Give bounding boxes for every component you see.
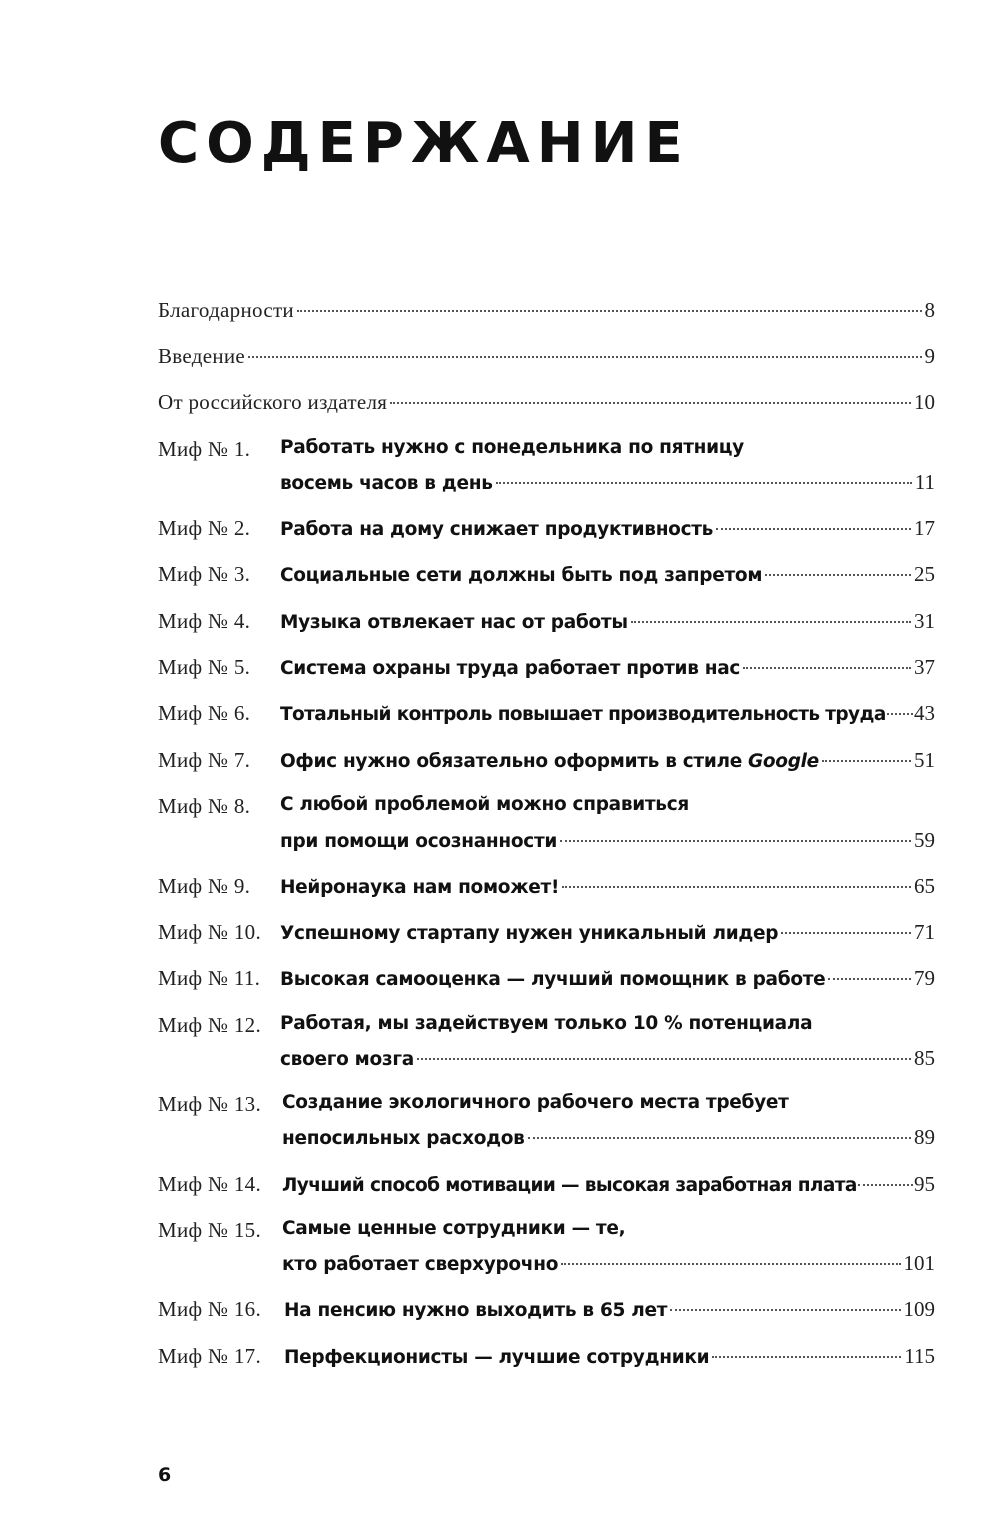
toc-entry-myth-10 [158, 920, 935, 952]
toc-entry-page: 51 [914, 748, 935, 772]
dot-leader [528, 1137, 911, 1139]
myth-number: Миф № 17. [158, 1344, 262, 1368]
page-title: СОДЕРЖАНИЕ [158, 111, 690, 176]
myth-number: Миф № 13. [158, 1092, 262, 1116]
myth-number: Миф № 3. [158, 562, 251, 586]
dot-leader [248, 356, 921, 358]
myth-title-line2: кто работает сверхурочно [282, 1254, 559, 1275]
toc-entry-page: 109 [903, 1297, 935, 1321]
myth-title: Музыка отвлекает нас от работы [280, 612, 628, 633]
myth-number: Миф № 15. [158, 1218, 262, 1242]
myth-title-line1: Самые ценные сотрудники — те, [282, 1218, 626, 1239]
dot-leader [670, 1309, 900, 1311]
myth-number: Миф № 12. [158, 1013, 262, 1037]
toc-entry-myth-8-cont [158, 828, 935, 860]
toc-entry-myth-9 [158, 874, 935, 906]
toc-entry-page: 17 [914, 516, 935, 540]
dot-leader [828, 978, 911, 980]
toc-entry-page: 25 [914, 562, 935, 586]
toc-entry-acknowledgements [158, 298, 935, 330]
myth-title: Социальные сети должны быть под запретом [280, 565, 763, 586]
dot-leader [712, 1356, 901, 1358]
myth-number: Миф № 9. [158, 874, 251, 898]
myth-title-line2: непосильных расходов [282, 1128, 525, 1149]
dot-leader [887, 713, 913, 715]
myth-number: Миф № 10. [158, 920, 262, 944]
toc-entry-myth-2 [158, 516, 935, 548]
toc-entry-page: 37 [914, 655, 935, 679]
toc-entry-page: 10 [914, 390, 935, 414]
toc-entry-page: 43 [914, 701, 935, 725]
toc-entry-myth-12-cont [158, 1046, 935, 1078]
dot-leader [417, 1058, 911, 1060]
myth-title: Нейронаука нам поможет! [280, 877, 560, 898]
toc-entry-page: 79 [914, 966, 935, 990]
toc-entry-page: 11 [914, 470, 935, 494]
toc-entry-page: 115 [904, 1344, 935, 1368]
myth-number: Миф № 5. [158, 655, 251, 679]
toc-entry-myth-6 [158, 701, 935, 733]
myth-title-brand: Google [747, 751, 819, 772]
myth-title-line2: своего мозга [280, 1049, 414, 1070]
myth-title: Успешному стартапу нужен уникальный лидер [280, 923, 779, 944]
myth-title: Высокая самооценка — лучший помощник в работе [280, 969, 826, 990]
toc-entry-page: 89 [914, 1125, 935, 1149]
toc-entry-myth-7 [158, 748, 935, 780]
toc-entry-page: 65 [914, 874, 935, 898]
myth-title-line1: Работать нужно с понедельника по пятницу [280, 437, 744, 458]
toc-entry-myth-8 [158, 794, 935, 826]
toc-entry-myth-17 [158, 1344, 935, 1376]
myth-number: Миф № 11. [158, 966, 261, 990]
dot-leader [765, 574, 911, 576]
myth-number: Миф № 1. [158, 437, 251, 461]
myth-number: Миф № 16. [158, 1297, 262, 1321]
myth-title-line2: при помощи осознанности [280, 831, 558, 852]
toc-entry-page: 95 [914, 1172, 935, 1196]
toc-entry-myth-1-cont [158, 470, 935, 502]
myth-number: Миф № 6. [158, 701, 251, 725]
toc-entry-introduction [158, 344, 935, 376]
myth-number: Миф № 8. [158, 794, 251, 818]
dot-leader [562, 886, 911, 888]
toc-entry-myth-11 [158, 966, 935, 998]
toc-entry-label: Введение [158, 344, 246, 368]
dot-leader [743, 667, 911, 669]
myth-title-line1: Создание экологичного рабочего места требует [282, 1092, 789, 1113]
myth-title-line1: Работая, мы задействуем только 10 % потенциала [280, 1013, 813, 1034]
dot-leader [297, 310, 922, 312]
toc-entry-myth-3 [158, 562, 935, 594]
toc-entry-page: 9 [924, 344, 935, 368]
page-number: 6 [158, 1464, 172, 1486]
myth-number: Миф № 7. [158, 748, 251, 772]
myth-title: На пенсию нужно выходить в 65 лет [284, 1300, 668, 1321]
myth-title: Система охраны труда работает против нас [280, 658, 741, 679]
myth-title: Офис нужно обязательно оформить в стиле [280, 751, 742, 772]
toc-entry-myth-15-cont [158, 1251, 935, 1283]
myth-title: Тотальный контроль повышает производительность труда [280, 704, 886, 725]
toc-entry-page: 71 [914, 920, 935, 944]
toc-entry-page: 8 [924, 298, 935, 322]
myth-title-line2: восемь часов в день [280, 473, 493, 494]
myth-number: Миф № 2. [158, 516, 251, 540]
toc-entry-page: 31 [914, 609, 935, 633]
toc-entry-myth-14 [158, 1172, 935, 1204]
toc-entry-page: 59 [914, 828, 935, 852]
toc-entry-myth-13 [158, 1092, 935, 1124]
toc-entry-myth-16 [158, 1297, 935, 1329]
dot-leader [822, 760, 911, 762]
dot-leader [561, 1263, 900, 1265]
table-of-contents [158, 0, 935, 1400]
dot-leader [631, 621, 911, 623]
dot-leader [560, 840, 911, 842]
dot-leader [496, 482, 912, 484]
dot-leader [858, 1184, 913, 1186]
myth-number: Миф № 14. [158, 1172, 262, 1196]
dot-leader [716, 528, 911, 530]
dot-leader [390, 402, 911, 404]
myth-title: Перфекционисты — лучшие сотрудники [284, 1347, 710, 1368]
toc-entry-myth-12 [158, 1013, 935, 1045]
toc-entry-myth-1 [158, 437, 935, 469]
toc-entry-myth-4 [158, 609, 935, 641]
myth-number: Миф № 4. [158, 609, 251, 633]
myth-title: Лучший способ мотивации — высокая заработная плата [282, 1175, 857, 1196]
myth-title: Работа на дому снижает продуктивность [280, 519, 714, 540]
toc-entry-myth-15 [158, 1218, 935, 1250]
toc-entry-myth-13-cont [158, 1125, 935, 1157]
myth-title-line1: С любой проблемой можно справиться [280, 794, 689, 815]
dot-leader [781, 932, 911, 934]
toc-entry-myth-5 [158, 655, 935, 687]
toc-entry-label: От российского издателя [158, 390, 388, 414]
toc-entry-label: Благодарности [158, 298, 294, 322]
toc-entry-publisher-note [158, 390, 935, 422]
toc-entry-page: 101 [903, 1251, 935, 1275]
toc-entry-page: 85 [914, 1046, 935, 1070]
